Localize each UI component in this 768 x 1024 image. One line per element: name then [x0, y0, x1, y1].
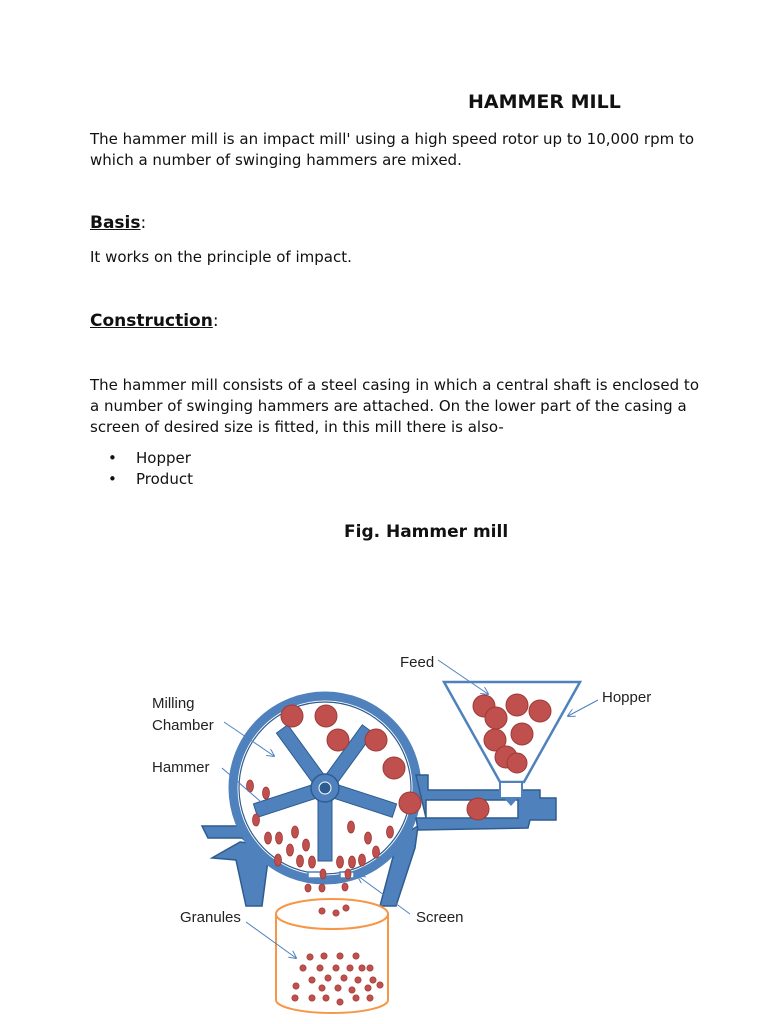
- label-feed: Feed: [400, 654, 435, 671]
- rotor-shaft: [319, 782, 331, 794]
- basis-heading-word: Basis: [90, 213, 141, 233]
- label-hopper: Hopper: [602, 689, 652, 706]
- hammer-mill-diagram: [0, 600, 768, 1024]
- basis-heading-colon: :: [140, 213, 147, 233]
- intro-paragraph: The hammer mill is an impact mill' using a high speed rotor up to 10,000 rpm to which a number of swinging hammers are mixed.: [90, 130, 695, 169]
- page-title: HAMMER MILL: [468, 91, 621, 113]
- bullet-icon: •: [108, 449, 117, 467]
- construction-heading-colon: :: [212, 311, 219, 331]
- bullet-icon: •: [108, 470, 117, 488]
- label-screen: Screen: [416, 909, 464, 926]
- list-item-label: Hopper: [136, 449, 191, 467]
- figure-caption: Fig. Hammer mill: [344, 522, 509, 542]
- basis-text: It works on the principle of impact.: [90, 248, 352, 266]
- label-hammer: Hammer: [152, 759, 210, 776]
- hopper-outlet: [500, 782, 522, 798]
- construction-heading-word: Construction: [90, 311, 213, 331]
- list-item: [108, 469, 193, 490]
- hopper-valve: [504, 798, 518, 806]
- label-milling-line2: Chamber: [152, 717, 214, 734]
- label-milling-line1: Milling: [152, 695, 195, 712]
- construction-heading: [90, 311, 219, 331]
- list-item-label: Product: [136, 470, 193, 488]
- list-item: [108, 448, 193, 469]
- construction-text: The hammer mill consists of a steel casing in which a central shaft is enclosed to a number of swinging hammers are attached. On the lower part of the casing a screen of desired size is fitted, in this mill there is also-: [90, 376, 699, 436]
- label-granules: Granules: [180, 909, 241, 926]
- parts-list: [108, 448, 193, 490]
- basis-heading: [90, 213, 146, 233]
